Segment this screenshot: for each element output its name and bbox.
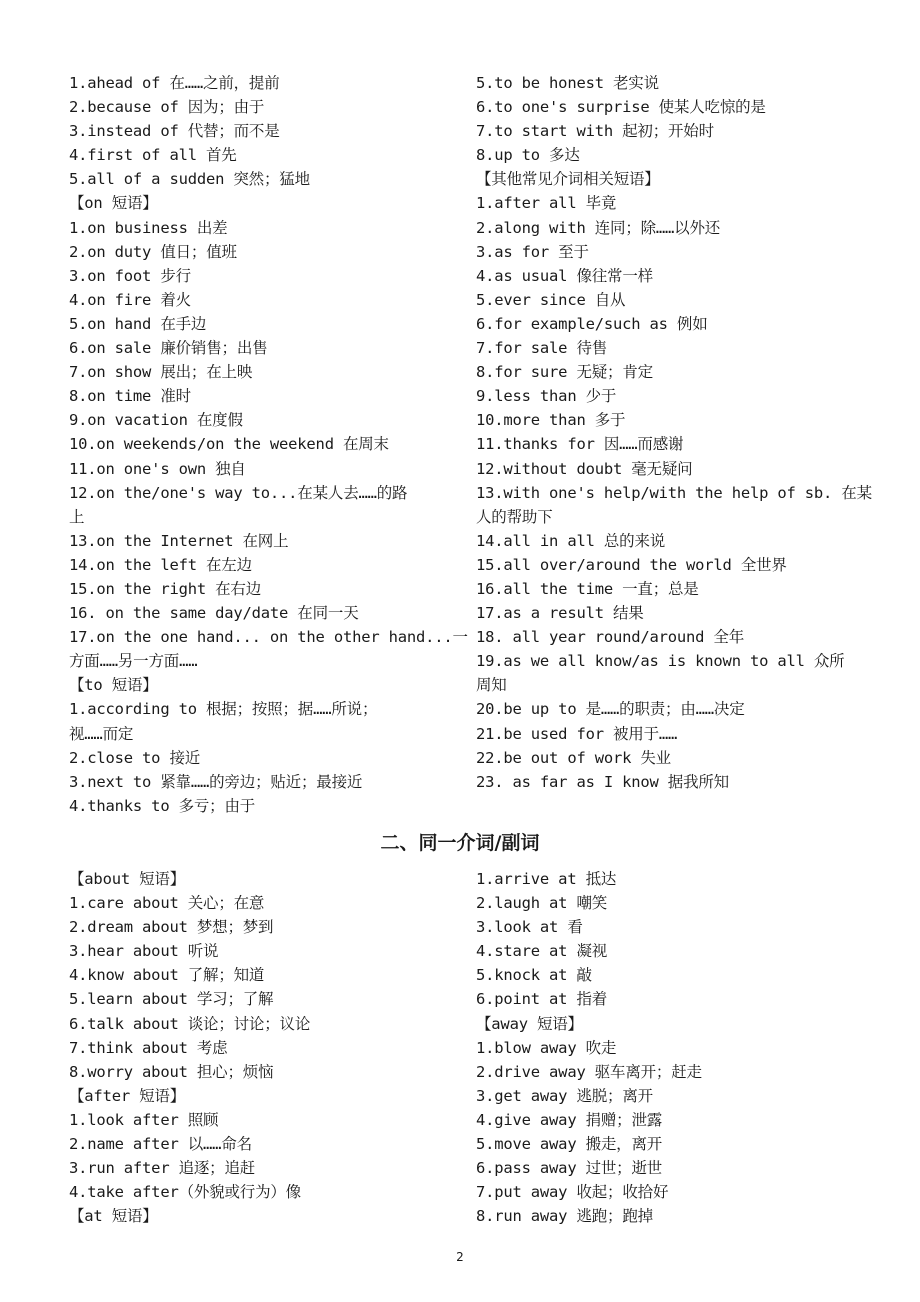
phrase-line: 3.hear about 听说 [69,942,219,961]
bottom-left-column [69,867,310,1228]
phrase-line: 11.thanks for 因……而感谢 [476,435,684,454]
phrase-line: 7.to start with 起初；开始时 [476,122,714,141]
phrase-line: 5.move away 搬走，离开 [476,1135,663,1154]
phrase-line: 2.along with 连同；除……以外还 [476,218,721,237]
phrase-line: 2.dream about 梦想；梦到 [69,918,274,937]
phrase-line: 【about 短语】 [69,870,185,888]
phrase-line: 5.knock at 敲 [476,966,592,985]
phrase-line: 4.first of all 首先 [69,146,237,165]
phrase-line: 2.close to 接近 [69,748,201,767]
phrase-line: 20.be up to 是……的职责；由……决定 [476,700,745,719]
phrase-line: 5.ever since 自从 [476,290,626,309]
phrase-line: 【after 短语】 [69,1086,185,1105]
phrase-line: 4.as usual 像往常一样 [476,266,653,285]
phrase-line: 【at 短语】 [69,1207,158,1226]
phrase-line: 4.take after（外貌或行为）像 [69,1183,301,1202]
phrase-line: 周知 [476,676,507,695]
phrase-line: 【to 短语】 [69,676,158,695]
phrase-line: 8.up to 多达 [476,146,580,165]
phrase-line: 1.on business 出差 [69,218,228,237]
phrase-line: 【away 短语】 [476,1014,583,1033]
phrase-line: 3.on foot 步行 [69,266,191,285]
phrase-line: 6.talk about 谈论；讨论；议论 [69,1014,311,1033]
phrase-line: 15.all over/around the world 全世界 [476,555,787,574]
phrase-line: 7.think about 考虑 [69,1038,228,1057]
phrase-line: 6.to one's surprise 使某人吃惊的是 [476,98,766,117]
phrase-line: 3.run after 追逐；追赶 [69,1159,256,1178]
phrase-line: 10.more than 多于 [476,411,626,430]
phrase-line: 4.give away 捐赠；泄露 [476,1110,663,1129]
top-right-column [476,71,872,794]
top-left-column [69,71,468,818]
phrase-line: 2.laugh at 嘲笑 [476,894,608,913]
phrase-line: 12.without doubt 毫无疑问 [476,459,693,478]
phrase-line: 22.be out of work 失业 [476,748,671,767]
phrase-line: 19.as we all know/as is known to all 众所 [476,652,845,671]
phrase-line: 3.instead of 代替；而不是 [69,122,280,141]
phrase-line: 【on 短语】 [69,194,158,213]
phrase-line: 2.drive away 驱车离开；赶走 [476,1062,702,1081]
page-number: 2 [456,1250,464,1264]
phrase-line: 5.all of a sudden 突然；猛地 [69,170,310,189]
phrase-line: 13.with one's help/with the help of sb. 在某 [476,483,872,502]
phrase-line: 5.learn about 学习；了解 [69,990,274,1009]
phrase-line: 8.for sure 无疑；肯定 [476,363,653,382]
phrase-line: 视……而定 [69,724,134,743]
phrase-line: 【其他常见介词相关短语】 [476,170,660,189]
phrase-line: 人的帮助下 [476,507,553,526]
phrase-line: 1.look after 照顾 [69,1110,219,1129]
phrase-line: 14.all in all 总的来说 [476,531,666,550]
phrase-line: 2.because of 因为；由于 [69,98,265,117]
phrase-line: 21.be used for 被用于…… [476,724,678,743]
phrase-line: 3.get away 逃脱；离开 [476,1086,653,1105]
phrase-line: 7.for sale 待售 [476,339,608,358]
phrase-line: 6.on sale 廉价销售；出售 [69,339,268,358]
phrase-line: 2.name after 以……命名 [69,1135,252,1154]
bottom-right-column [476,867,702,1228]
phrase-line: 5.to be honest 老实说 [476,74,659,92]
phrase-line: 10.on weekends/on the weekend 在周末 [69,435,389,454]
phrase-line: 2.on duty 值日；值班 [69,242,237,261]
phrase-line: 3.next to 紧靠……的旁边；贴近；最接近 [69,772,363,791]
phrase-line: 3.as for 至于 [476,242,589,261]
phrase-line: 1.blow away 吹走 [476,1038,617,1057]
phrase-line: 1.according to 根据；按照；据……所说； [69,700,378,719]
phrase-line: 4.thanks to 多亏；由于 [69,796,256,815]
phrase-line: 15.on the right 在右边 [69,579,262,598]
phrase-line: 9.less than 少于 [476,387,617,406]
phrase-line: 8.worry about 担心；烦恼 [69,1062,274,1081]
phrase-line: 11.on one's own 独自 [69,459,246,478]
phrase-line: 14.on the left 在左边 [69,555,252,574]
phrase-line: 7.put away 收起；收拾好 [476,1183,669,1202]
phrase-line: 6.pass away 过世；逝世 [476,1159,663,1178]
phrase-line: 13.on the Internet 在网上 [69,531,289,550]
phrase-line: 16.all the time 一直；总是 [476,579,699,598]
phrase-line: 17.as a result 结果 [476,604,644,623]
phrase-line: 4.stare at 凝视 [476,942,608,961]
phrase-line: 6.point at 指着 [476,990,608,1009]
phrase-line: 18. all year round/around 全年 [476,628,745,647]
phrase-line: 上 [69,507,85,526]
phrase-line: 3.look at 看 [476,918,583,937]
phrase-line: 23. as far as I know 据我所知 [476,772,729,791]
phrase-line: 1.ahead of 在……之前，提前 [69,74,280,92]
phrase-line: 4.on fire 着火 [69,290,191,309]
section-title: 二、同一介词/副词 [380,832,540,854]
phrase-line: 7.on show 展出；在上映 [69,363,253,382]
phrase-line: 4.know about 了解；知道 [69,966,265,985]
phrase-line: 9.on vacation 在度假 [69,411,243,430]
phrase-line: 8.on time 准时 [69,387,191,406]
phrase-line: 8.run away 逃跑；跑掉 [476,1207,653,1226]
phrase-line: 12.on the/one's way to...在某人去……的路 [69,483,408,502]
phrase-line: 1.care about 关心；在意 [69,894,265,913]
phrase-line: 5.on hand 在手边 [69,314,207,333]
phrase-line: 16. on the same day/date 在同一天 [69,604,359,623]
phrase-line: 17.on the one hand... on the other hand...一 [69,628,468,647]
phrase-line: 方面……另一方面…… [69,652,198,671]
phrase-line: 1.after all 毕竟 [476,194,617,213]
phrase-line: 6.for example/such as 例如 [476,314,708,333]
phrase-line: 1.arrive at 抵达 [476,870,617,888]
